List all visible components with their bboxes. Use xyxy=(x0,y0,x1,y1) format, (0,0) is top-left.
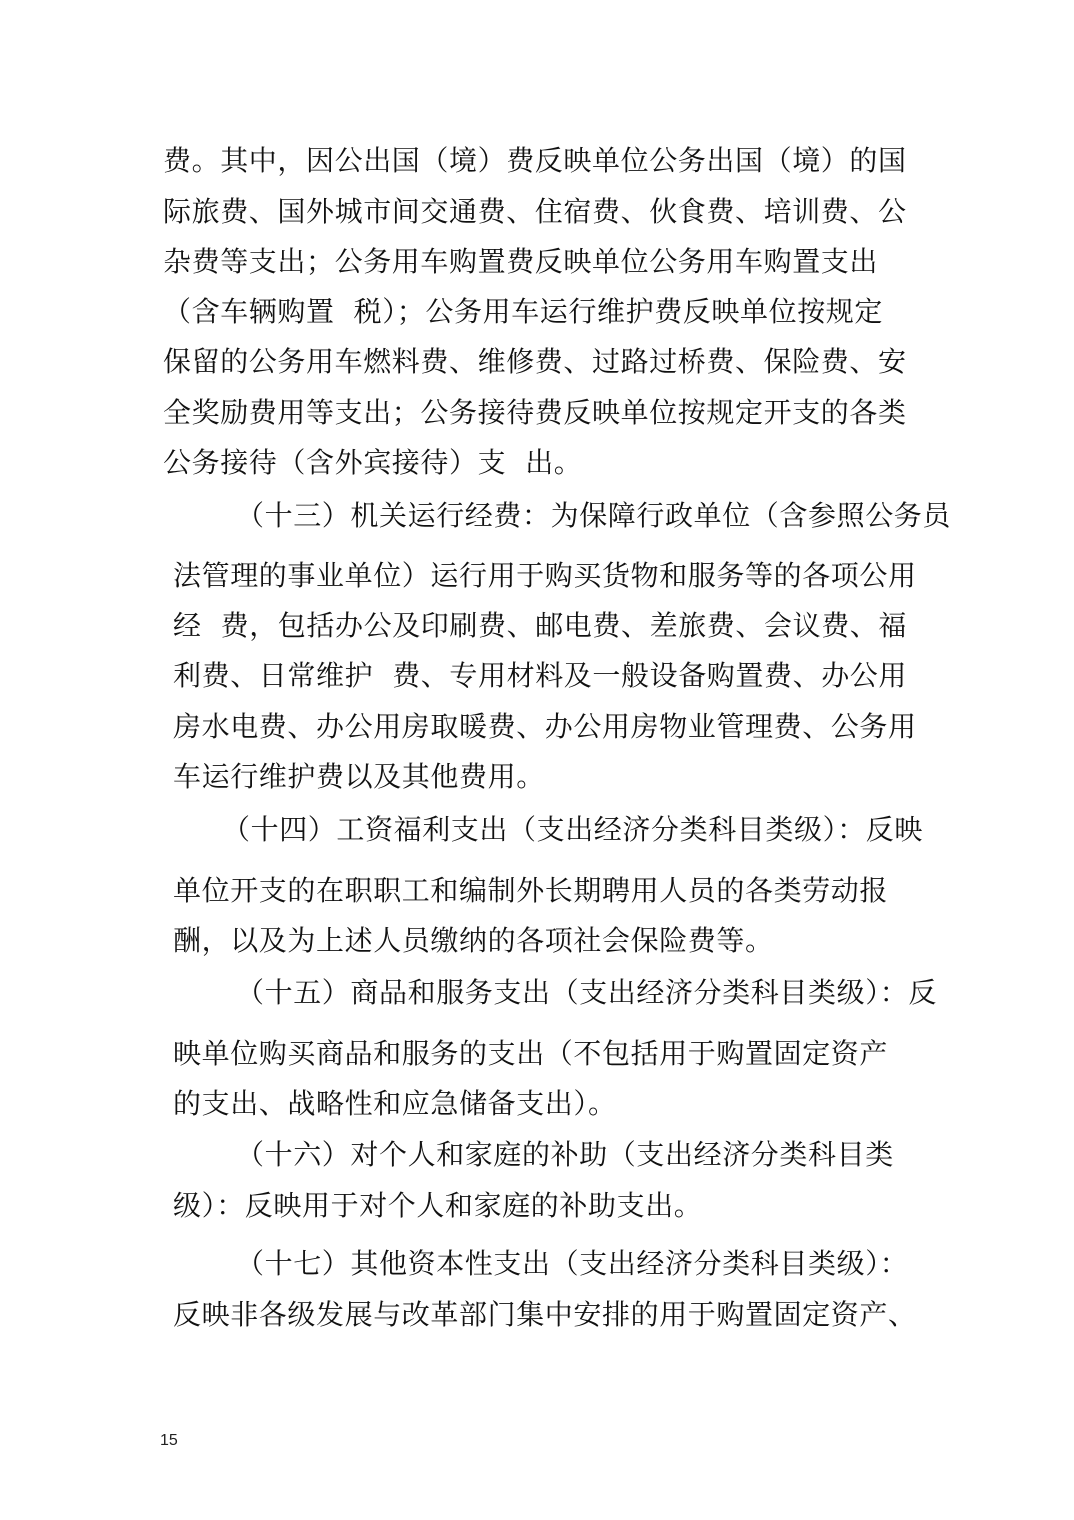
text-line: 酬，以及为上述人员缴纳的各项社会保险费等。 xyxy=(173,924,774,957)
text-line: 单位开支的在职职工和编制外长期聘用人员的各类劳动报 xyxy=(173,874,889,907)
page-number: 15 xyxy=(160,1432,178,1449)
text-line: 法管理的事业单位）运行用于购买货物和服务等的各项公用 xyxy=(173,559,917,592)
text-line: 利费、日常维护 费、专用材料及一般设备购置费、办公用 xyxy=(173,659,908,692)
text-line: 的支出、战略性和应急储备支出）。 xyxy=(173,1087,617,1120)
text-line: 费。其中，因公出国（境）费反映单位公务出国（境）的国 xyxy=(163,144,907,177)
text-line: 反映非各级发展与改革部门集中安排的用于购置固定资产、 xyxy=(173,1298,917,1331)
text-line: 全奖励费用等支出；公务接待费反映单位按规定开支的各类 xyxy=(163,396,907,429)
text-line: 保留的公务用车燃料费、维修费、过路过桥费、保险费、安 xyxy=(163,345,907,378)
section-heading-line: （十五）商品和服务支出（支出经济分类科目类级）：反 xyxy=(236,976,938,1009)
text-line: 车运行维护费以及其他费用。 xyxy=(173,760,545,793)
text-line: 经 费，包括办公及印刷费、邮电费、差旅费、会议费、福 xyxy=(173,609,908,642)
text-line: （含车辆购置 税）；公务用车运行维护费反映单位按规定 xyxy=(163,295,884,328)
section-heading-line: （十四）工资福利支出（支出经济分类科目类级）：反映 xyxy=(222,813,924,846)
section-heading-line: （十三）机关运行经费：为保障行政单位（含参照公务员 xyxy=(236,499,952,532)
section-heading-line: （十七）其他资本性支出（支出经济分类科目类级）： xyxy=(236,1247,909,1280)
text-line: 公务接待（含外宾接待）支 出。 xyxy=(163,446,583,479)
text-line: 杂费等支出；公务用车购置费反映单位公务用车购置支出 xyxy=(163,245,879,278)
text-line: 际旅费、国外城市间交通费、住宿费、伙食费、培训费、公 xyxy=(163,195,907,228)
text-line: 房水电费、办公用房取暖费、办公用房物业管理费、公务用 xyxy=(173,710,917,743)
text-line: 级）：反映用于对个人和家庭的补助支出。 xyxy=(173,1189,703,1222)
text-line: 映单位购买商品和服务的支出（不包括用于购置固定资产 xyxy=(173,1037,889,1070)
section-heading-line: （十六）对个人和家庭的补助（支出经济分类科目类 xyxy=(236,1138,894,1171)
